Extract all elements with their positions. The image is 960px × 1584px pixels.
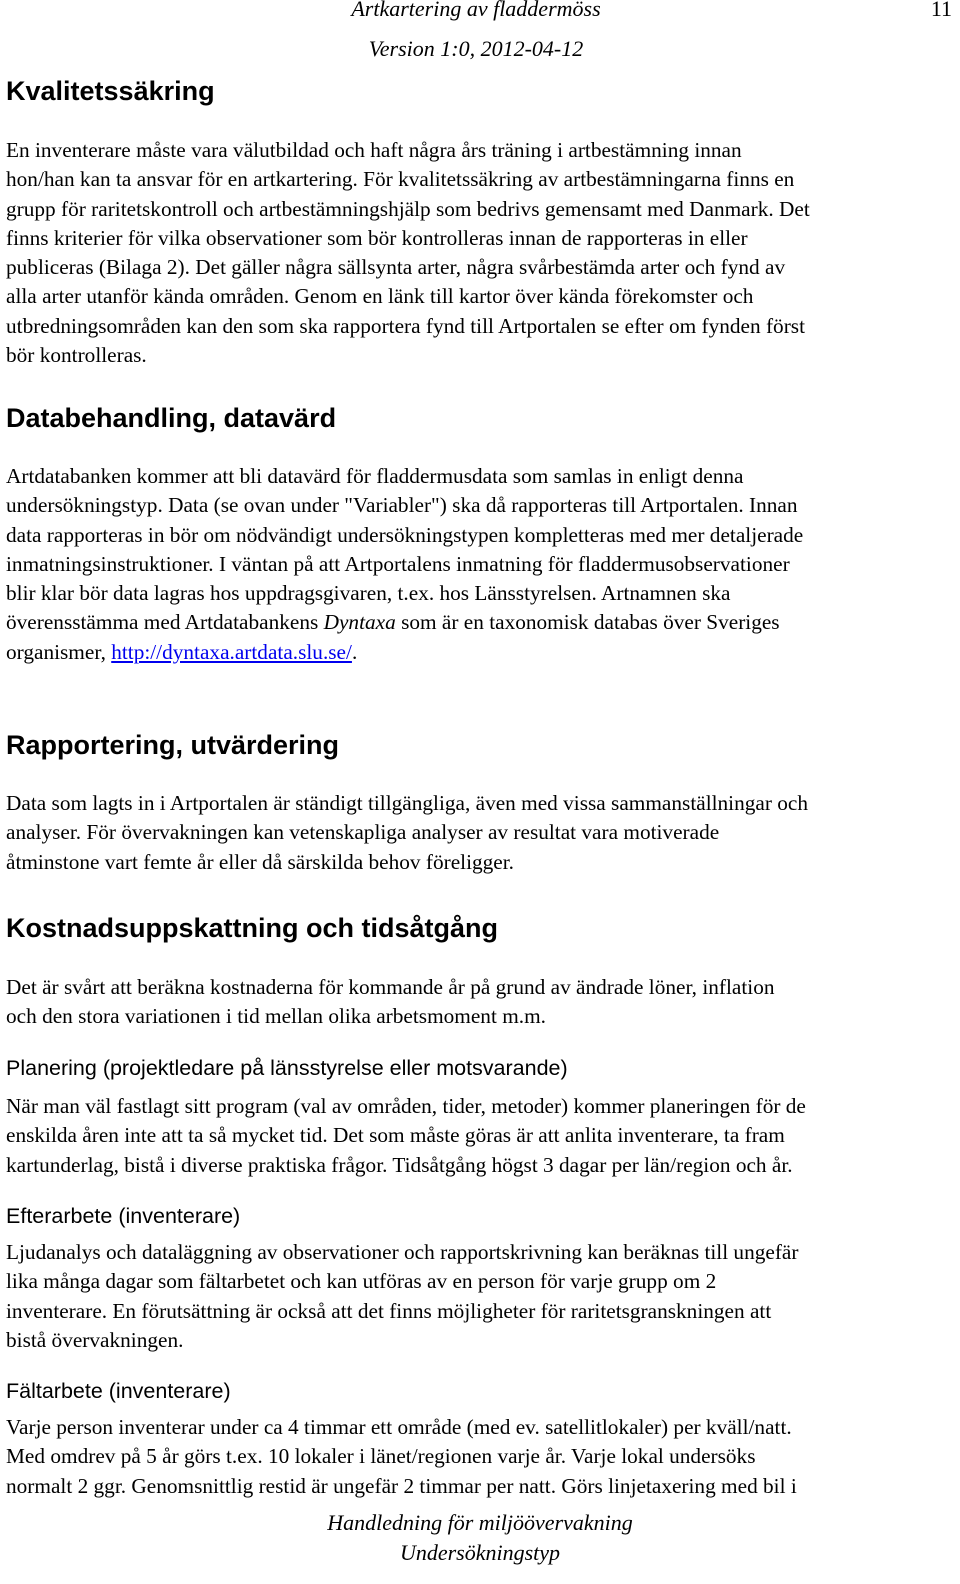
subheading-efterarbete: Efterarbete (inventerare) [6, 1204, 241, 1228]
text-line: publiceras (Bilaga 2). Det gäller några sällsynta arter, några svårbestämda arter och fynd av [6, 255, 786, 280]
text-line: Det är svårt att beräkna kostnaderna för kommande år på grund av ändrade löner, inflation [6, 975, 775, 999]
footer-line-2: Undersökningstyp [399, 1540, 561, 1565]
text-line: analyser. För övervakningen kan vetenskapliga analyser av resultat vara motiverade [6, 820, 720, 845]
text-line: inventerare. En förutsättning är också att det finns möjligheter för raritetsgranskningen att [6, 1298, 772, 1323]
subheading-planering: Planering (projektledare på länsstyrelse eller motsvarande) [6, 1056, 568, 1080]
text-line: Artdatabanken kommer att bli datavärd för fladdermusdata som samlas in enligt denna [6, 464, 744, 488]
paragraph-databehandling [6, 462, 952, 667]
text-line: data rapporteras in bör om nödvändigt undersökningstypen kompletteras med mer detaljerade [6, 522, 804, 547]
text-line: normalt 2 ggr. Genomsnittlig restid är ungefär 2 timmar per natt. Görs linjetaxering med bil i [6, 1473, 797, 1498]
paragraph-faltarbete [6, 1413, 952, 1501]
text-line: En inventerare måste vara välutbildad och haft några års träning i artbestämning innan [6, 138, 742, 162]
text-run: som är en taxonomisk databas över Sveriges [395, 610, 780, 635]
text-line: Ljudanalys och dataläggning av observationer och rapportskrivning kan beräknas till ungefär [6, 1240, 799, 1264]
text-line: lika många dagar som fältarbetet och kan utföras av en person för varje grupp om 2 [6, 1269, 717, 1294]
text-run: organismer, [6, 639, 112, 664]
text-line: Varje person inventerar under ca 4 timmar ett område (med ev. satellitlokaler) per kväll/natt. [6, 1415, 792, 1439]
paragraph-planering [6, 1092, 952, 1180]
text-line: bör kontrolleras. [6, 343, 147, 368]
text-line [6, 608, 952, 637]
subheading-faltarbete: Fältarbete (inventerare) [6, 1379, 231, 1403]
paragraph-kvalitetssakring [6, 136, 952, 370]
text-line: kartunderlag, bistå i diverse praktiska frågor. Tidsåtgång högst 3 dagar per län/region och år. [6, 1152, 793, 1177]
text-line: undersökningstyp. Data (se ovan under "Variabler") ska då rapporteras till Artportalen. Innan [6, 493, 798, 518]
text-line: utbredningsområden kan den som ska rapportera fynd till Artportalen se efter om fynden först [6, 313, 805, 338]
running-header-title: Artkartering av fladdermöss [351, 0, 601, 21]
text-line: När man väl fastlagt sitt program (val av områden, tider, metoder) kommer planeringen för de [6, 1094, 806, 1118]
paragraph-rapportering [6, 789, 952, 877]
dyntaxa-link[interactable]: http://dyntaxa.artdata.slu.se/ [111, 639, 352, 664]
page-number: 11 [930, 0, 952, 21]
paragraph-efterarbete [6, 1238, 952, 1355]
text-line: blir klar bör data lagras hos uppdragsgivaren, t.ex. hos Länsstyrelsen. Artnamnen ska [6, 581, 731, 606]
paragraph-kostnad [6, 973, 952, 1032]
dyntaxa-italic: Dyntaxa [323, 610, 396, 635]
text-line: Med omdrev på 5 år görs t.ex. 10 lokaler i länet/regionen varje år. Varje lokal undersöks [6, 1444, 756, 1469]
heading-kvalitetssakring: Kvalitetssäkring [6, 76, 215, 106]
text-line [6, 638, 952, 667]
text-run: överensstämma med Artdatabankens [6, 610, 324, 635]
text-run: . [351, 639, 358, 664]
text-line: Data som lagts in i Artportalen är ständigt tillgängliga, även med vissa sammanställningar och [6, 791, 809, 815]
text-line: grupp för raritetskontroll och artbestämningshjälp som bedrivs gemensamt med Danmark. Det [6, 196, 810, 221]
text-line: och den stora variationen i tid mellan olika arbetsmoment m.m. [6, 1004, 546, 1029]
heading-kostnad: Kostnadsuppskattning och tidsåtgång [6, 913, 499, 943]
text-line: enskilda åren inte att ta så mycket tid. Det som måste göras är att anlita inventerare, ta fram [6, 1123, 785, 1148]
footer-line-1: Handledning för miljöövervakning [327, 1510, 633, 1535]
text-line: alla arter utanför kända områden. Genom en länk till kartor över kända förekomster och [6, 284, 754, 309]
text-line: finns kriterier för vilka observationer som bör kontrolleras innan de rapporteras in eller [6, 225, 748, 250]
text-line: inmatningsinstruktioner. I väntan på att Artportalens inmatning för fladdermusobservationer [6, 551, 790, 576]
text-line: åtminstone vart femte år eller då särskilda behov föreligger. [6, 849, 514, 874]
running-header-version: Version 1:0, 2012-04-12 [368, 36, 584, 61]
text-line: bistå övervakningen. [6, 1327, 184, 1352]
heading-rapportering: Rapportering, utvärdering [6, 730, 340, 760]
text-line: hon/han kan ta ansvar för en artkartering. För kvalitetssäkring av artbestämningarna finns en [6, 167, 795, 192]
heading-databehandling: Databehandling, datavärd [6, 403, 337, 433]
